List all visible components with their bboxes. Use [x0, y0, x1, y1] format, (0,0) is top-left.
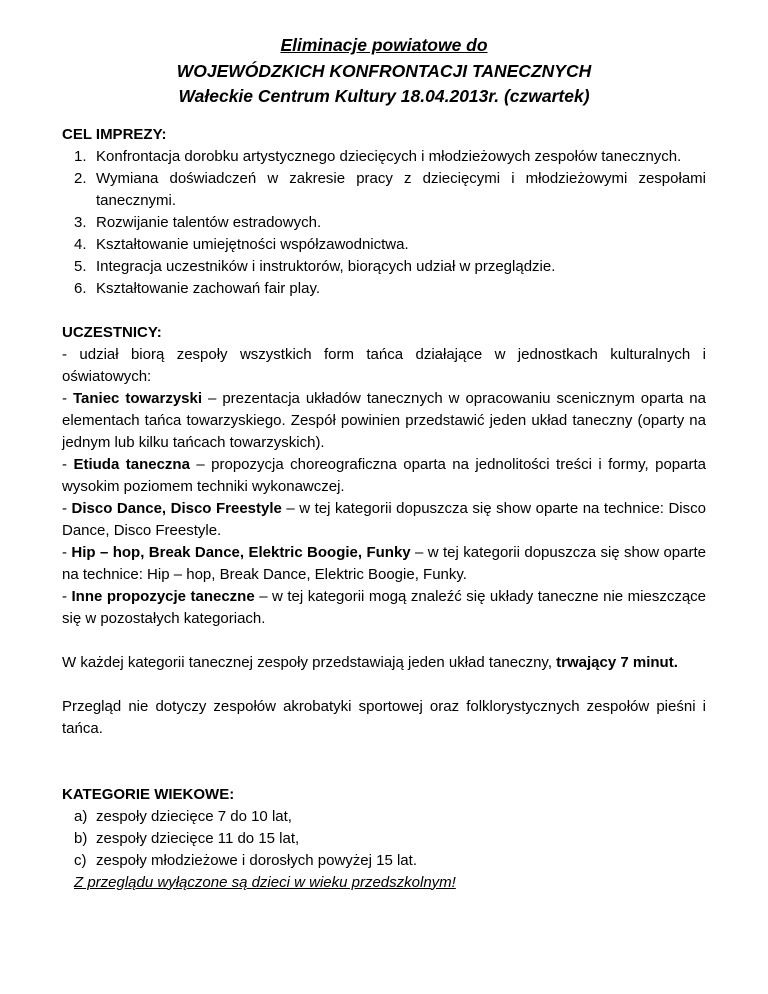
age-item [62, 850, 706, 872]
age-letter: a) [74, 807, 88, 825]
goals-list [62, 146, 706, 300]
category-dash: - [62, 543, 72, 561]
header-line-3: Wałeckie Centrum Kultury 18.04.2013r. (czwartek) [178, 86, 590, 106]
goal-text: Kształtowanie zachowań fair play. [96, 279, 321, 297]
spacer [62, 300, 706, 322]
duration-text: W każdej kategorii tanecznej zespoły przedstawiają jeden układ taneczny, [62, 653, 557, 671]
category-paragraph [62, 388, 706, 454]
age-item [62, 828, 706, 850]
category-dash: - [62, 389, 73, 407]
category-paragraph [62, 586, 706, 630]
participants-section [62, 322, 706, 630]
goal-text: Kształtowanie umiejętności współzawodnictwa. [96, 235, 409, 253]
exclusion-paragraph: Przegląd nie dotyczy zespołów akrobatyki sportowej oraz folklorystycznych zespołów pieśni i tańca. [62, 697, 706, 737]
age-heading: KATEGORIE WIEKOWE: [62, 785, 235, 803]
goals-heading: CEL IMPREZY: [62, 125, 167, 143]
category-name: Inne propozycje taneczne [71, 587, 255, 605]
category-paragraph [62, 542, 706, 586]
goal-number: 4. [74, 235, 87, 253]
age-text: zespoły młodzieżowe i dorosłych powyżej 15 lat. [96, 851, 417, 869]
duration-bold: trwający 7 minut. [556, 653, 678, 671]
category-paragraph [62, 454, 706, 498]
category-name: Disco Dance, Disco Freestyle [71, 499, 282, 517]
goal-item [62, 146, 706, 168]
goal-text: Konfrontacja dorobku artystycznego dziecięcych i młodzieżowych zespołów tanecznych. [96, 147, 682, 165]
spacer [62, 740, 706, 784]
participants-intro: - udział biorą zespoły wszystkich form tańca działające w jednostkach kulturalnych i oświatowych: [62, 345, 706, 385]
header-line-1: Eliminacje powiatowe do [280, 35, 488, 55]
goal-text: Rozwijanie talentów estradowych. [96, 213, 322, 231]
age-letter: b) [74, 829, 88, 847]
age-text: zespoły dziecięce 7 do 10 lat, [96, 807, 292, 825]
category-description: – prezentacja układów tanecznych w opracowaniu scenicznym oparta na elementach tańca towarzyskiego. Zespół powinien przedstawić jeden układ taneczny (oparty na jednym lub kilku tańcach towarzyskich). [62, 389, 706, 451]
category-name: Etiuda taneczna [73, 455, 190, 473]
goal-item [62, 212, 706, 234]
goal-number: 1. [74, 147, 87, 165]
goal-number: 6. [74, 279, 87, 297]
goal-number: 2. [74, 169, 87, 187]
category-name: Taniec towarzyski [72, 389, 203, 407]
age-note: Z przeglądu wyłączone są dzieci w wieku przedszkolnym! [74, 873, 456, 891]
category-description: – propozycja choreograficzna oparta na jednolitości treści i formy, poparta wysokim poziomem techniki wykonawczej. [62, 455, 706, 495]
document-header [62, 33, 706, 110]
goal-number: 5. [74, 257, 87, 275]
age-list [62, 806, 706, 872]
category-dash: - [62, 587, 72, 605]
age-section [62, 784, 706, 894]
header-line-2: WOJEWÓDZKICH KONFRONTACJI TANECZNYCH [176, 60, 592, 81]
category-description: – w tej kategorii dopuszcza się show oparte na technice: Hip – hop, Break Dance, Elektric Boogie, Funky. [62, 543, 706, 583]
goal-text: Integracja uczestników i instruktorów, biorących udział w przeglądzie. [96, 257, 556, 275]
goals-section [62, 124, 706, 300]
category-name: Hip – hop, Break Dance, Elektric Boogie, Funky [71, 543, 411, 561]
spacer [62, 674, 706, 696]
category-description: – w tej kategorii dopuszcza się show oparte na technice: Disco Dance, Disco Freestyle. [62, 499, 706, 539]
goal-number: 3. [74, 213, 87, 231]
category-paragraph [62, 498, 706, 542]
age-item [62, 806, 706, 828]
spacer [62, 630, 706, 652]
goal-item [62, 168, 706, 212]
duration-paragraph [62, 652, 706, 674]
age-letter: c) [74, 851, 87, 869]
goal-item [62, 278, 706, 300]
category-dash: - [62, 499, 72, 517]
category-dash: - [62, 455, 74, 473]
category-description: – w tej kategorii mogą znaleźć się układy taneczne nie mieszczące się w pozostałych kategoriach. [62, 587, 706, 627]
goal-text: Wymiana doświadczeń w zakresie pracy z dziecięcymi i młodzieżowymi zespołami tanecznymi. [96, 169, 706, 209]
participants-heading: UCZESTNICY: [62, 323, 162, 341]
goal-item [62, 234, 706, 256]
age-text: zespoły dziecięce 11 do 15 lat, [96, 829, 300, 847]
goal-item [62, 256, 706, 278]
